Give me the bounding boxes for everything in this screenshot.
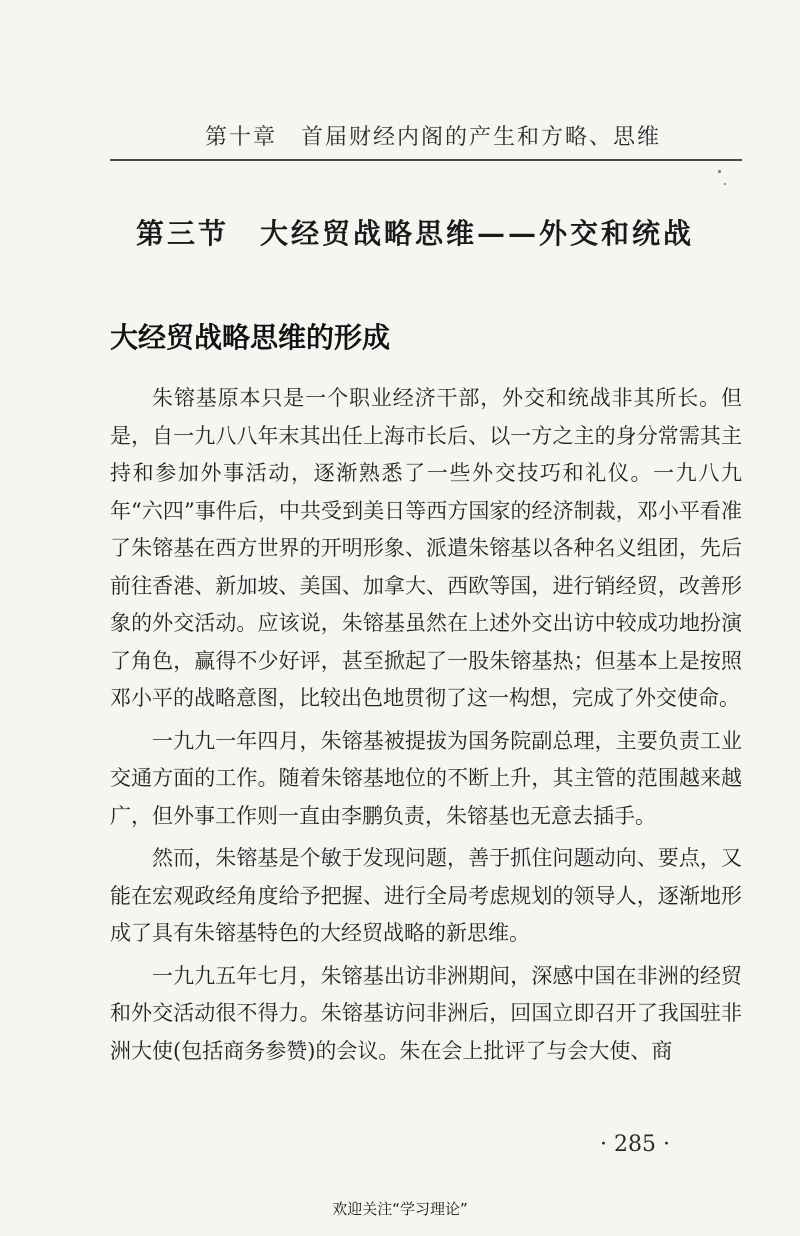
scan-speck — [724, 183, 726, 185]
footer-note: 欢迎关注“学习理论” — [332, 1200, 468, 1218]
section-title: 第三节 大经贸战略思维——外交和统战 — [136, 217, 695, 250]
running-head-chapter: 第十章 首届财经内阁的产生和方略、思维 — [205, 125, 662, 150]
paragraph: 朱镕基原本只是一个职业经济干部，外交和统战非其所长。但是，自一九八八年末其出任上海市长后、以一方之主的身分常需其主持和参加外事活动，逐渐熟悉了一些外交技巧和礼仪。一九八九年“六四”事件后，中共受到美日等西方国家的经济制裁，邓小平看准了朱镕基在西方世界的开明形象、派遣朱镕基以各种名义组团，先后前往香港、新加坡、美国、加拿大、西欧等国，进行销经贸，改善形象的外交活动。应该说，朱镕基虽然在上述外交出访中较成功地扮演了角色，赢得不少好评，甚至掀起了一股朱镕基热；但基本上是按照邓小平的战略意图，比较出色地贯彻了这一构想，完成了外交使命。 — [110, 386, 742, 710]
scan-speck — [718, 170, 721, 173]
sub-heading: 大经贸战略思维的形成 — [110, 321, 391, 354]
header-rule — [110, 159, 742, 161]
paragraph: 一九九一年四月，朱镕基被提拔为国务院副总理，主要负责工业交通方面的工作。随着朱镕基地位的不断上升，其主管的范围越来越广，但外事工作则一直由李鹏负责，朱镕基也无意去插手。 — [110, 728, 742, 828]
page-number: · 285 · — [600, 1132, 670, 1157]
paragraph: 一九九五年七月，朱镕基出访非洲期间，深感中国在非洲的经贸和外交活动很不得力。朱镕基访问非洲后，回国立即召开了我国驻非洲大使(包括商务参赞)的会议。朱在会上批评了与会大使、商 — [110, 963, 742, 1063]
paragraph: 然而，朱镕基是个敏于发现问题，善于抓住问题动向、要点，又能在宏观政经角度给予把握、进行全局考虑规划的领导人，逐渐地形成了具有朱镕基特色的大经贸战略的新思维。 — [110, 846, 742, 945]
body-text — [110, 380, 742, 1075]
